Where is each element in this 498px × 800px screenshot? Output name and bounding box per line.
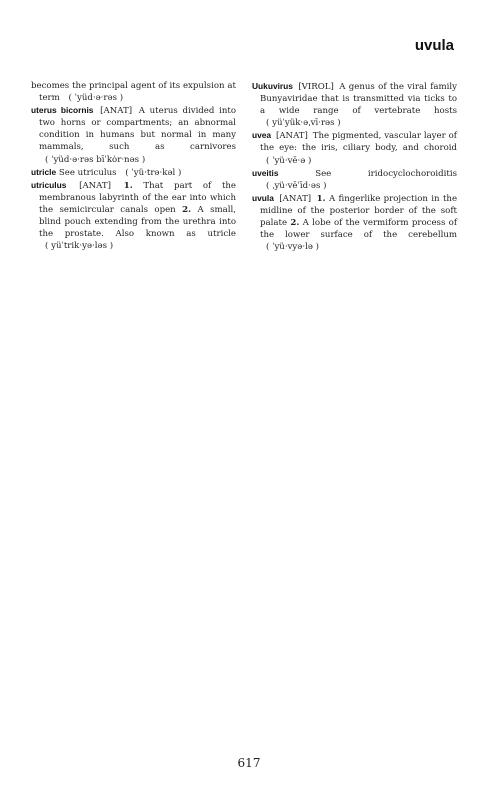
headword: utricle xyxy=(31,166,57,177)
field-label: [VIROL] xyxy=(298,82,334,92)
definition-sense-2: A lobe of the vermiform process of the lower surface of the cerebellum xyxy=(260,218,458,241)
headword: Uukuvirus xyxy=(252,81,293,91)
entry-uukuvirus xyxy=(252,80,457,129)
sense-number: 2. xyxy=(182,204,192,215)
cross-reference: See iridocyclochoroiditis xyxy=(315,168,458,179)
pronunciation: ( yüˈtrik·yə·ləs ) xyxy=(45,241,114,252)
headword: uvula xyxy=(252,192,274,203)
pronunciation: ( ˈyüd·ə·rəs ) xyxy=(68,93,124,104)
entry-utricle xyxy=(31,166,236,179)
headword: uvea xyxy=(252,130,272,141)
definition: A uterus divided into two horns or compartments; an abnormal condition in humans but normal in many mammals, such as carnivores xyxy=(39,106,236,153)
sense-number: 1. xyxy=(316,193,326,204)
entry-uvula xyxy=(252,192,457,253)
right-column xyxy=(252,80,457,253)
running-head: uvula xyxy=(414,37,454,54)
entry-continuation xyxy=(31,80,236,104)
left-column xyxy=(31,80,236,252)
entry-uterus-bicornis xyxy=(31,104,236,165)
headword: uveitis xyxy=(252,167,279,178)
sense-number: 1. xyxy=(123,180,133,191)
pronunciation: ( yüˈyük·əˌvī·rəs ) xyxy=(266,118,341,129)
pronunciation: ( ˈyü·vē·ə ) xyxy=(266,155,312,166)
page-number: 617 xyxy=(237,756,261,770)
pronunciation: ( ˈyü·trə·kəl ) xyxy=(125,167,182,178)
definition: A genus of the viral family Bunyaviridae that is transmitted via ticks to a wide range of vertebrate hosts xyxy=(260,82,457,117)
definition-sense-1: A fingerlike projection in the midline of the posterior border of the soft palate xyxy=(260,193,458,229)
pronunciation: ( ˈyü·vyə·lə ) xyxy=(266,242,320,253)
definition: becomes the principal agent of its expulsion at term xyxy=(31,81,236,104)
pronunciation: ( ˈyüd·ə·rəs bīˈkȯr·nəs ) xyxy=(45,154,146,165)
entry-uveitis xyxy=(252,167,457,192)
cross-reference: See utriculus xyxy=(58,167,117,178)
definition-sense-1: That part of the membranous labyrinth of the ear into which the semicircular canals open xyxy=(39,180,237,215)
field-label: [ANAT] xyxy=(275,131,308,142)
entry-uvea xyxy=(252,129,457,166)
field-label: [ANAT] xyxy=(79,180,111,191)
pronunciation: ( ˌyü·vēˈīd·əs ) xyxy=(266,180,327,191)
headword: uterus bicornis xyxy=(31,105,94,116)
field-label: [ANAT] xyxy=(279,193,312,204)
entry-utriculus xyxy=(31,179,236,253)
sense-number: 2. xyxy=(290,218,300,229)
definition-sense-2: A small, blind pouch extending from the urethra into the prostate. Also known as utricle xyxy=(39,204,237,240)
definition: The pigmented, vascular layer of the eye: the iris, ciliary body, and choroid xyxy=(260,131,457,154)
field-label: [ANAT] xyxy=(100,106,133,117)
headword: utriculus xyxy=(31,179,67,190)
